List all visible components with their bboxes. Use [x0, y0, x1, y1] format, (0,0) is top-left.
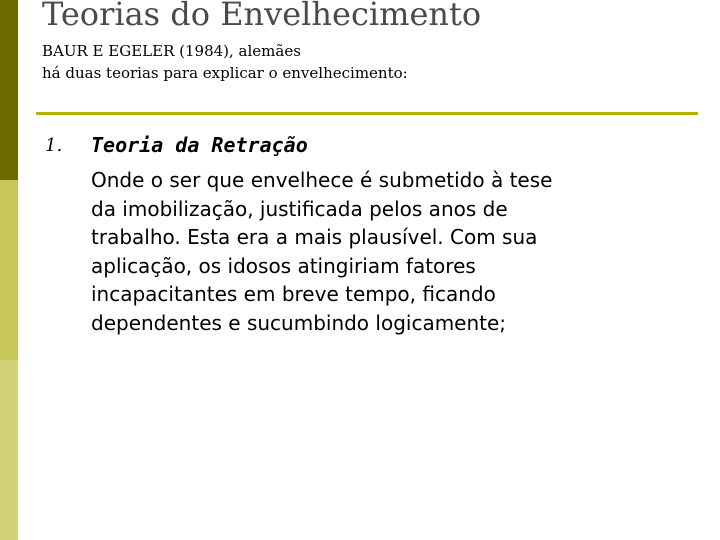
slide-subtitle: [42, 40, 408, 84]
list-item-heading: Teoria da Retração: [91, 133, 308, 157]
subtitle-line: há duas teorias para explicar o envelhecimento:: [42, 64, 408, 82]
left-accent-bar-top: [0, 0, 18, 180]
subtitle-line: BAUR E EGELER (1984), alemães: [42, 42, 301, 60]
list-item-body: [91, 166, 691, 338]
body-line: trabalho. Esta era a mais plausível. Com sua: [91, 225, 538, 250]
list-item-number: 1.: [45, 135, 63, 156]
left-accent-bar-middle: [0, 180, 18, 360]
body-line: dependentes e sucumbindo logicamente;: [91, 310, 507, 335]
body-line: da imobilização, justificada pelos anos de: [91, 196, 508, 221]
body-line: Onde o ser que envelhece é submetido à tese: [91, 168, 553, 192]
body-line: aplicação, os idosos atingiriam fatores: [91, 253, 476, 278]
body-line: incapacitantes em breve tempo, ficando: [91, 282, 496, 307]
left-accent-bar-bottom: [0, 360, 18, 540]
slide-title: Teorias do Envelhecimento: [42, 0, 482, 33]
horizontal-divider: [36, 112, 698, 115]
